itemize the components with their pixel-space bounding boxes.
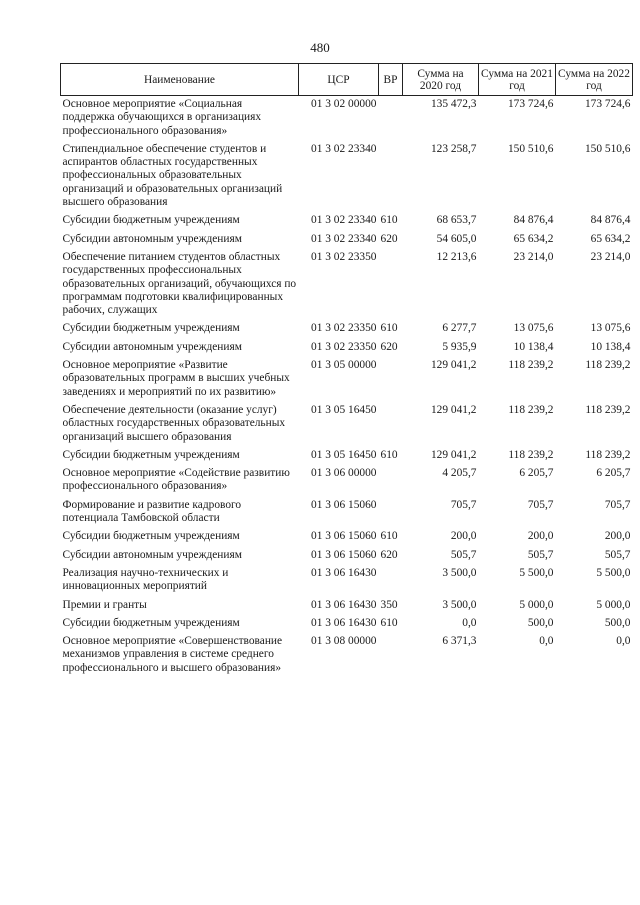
row-name: Субсидии бюджетным учреждениям [62, 322, 240, 335]
row-csr: 01 3 02 23350 [311, 340, 377, 353]
table-row [61, 465, 633, 497]
row-vr: 620 [380, 340, 398, 353]
row-sum-2022: 5 000,0 [596, 598, 631, 611]
row-sum-2020: 200,0 [450, 530, 477, 543]
table-row [61, 547, 633, 565]
row-name: Премии и гранты [62, 598, 147, 611]
table-row [61, 528, 633, 546]
row-sum-2021: 118 239,2 [508, 359, 554, 372]
row-sum-2022: 23 214,0 [590, 250, 631, 263]
row-sum-2022: 150 510,6 [584, 142, 631, 155]
row-sum-2020: 3 500,0 [442, 598, 477, 611]
row-sum-2022: 65 634,2 [590, 232, 631, 245]
row-sum-2020: 54 605,0 [436, 232, 477, 245]
row-sum-2022: 118 239,2 [585, 359, 631, 372]
row-vr [379, 497, 403, 529]
row-sum-2022: 13 075,6 [590, 322, 631, 335]
row-sum-2020: 5 935,9 [442, 340, 477, 353]
row-sum-2020: 3 500,0 [442, 566, 477, 579]
row-sum-2020: 123 258,7 [430, 142, 477, 155]
row-sum-2021: 0,0 [539, 635, 554, 648]
table-row [61, 339, 633, 357]
row-name: Основное мероприятие «Развитие образовательных программ в высших учебных заведениях и мероприятий по их развитию» [62, 359, 290, 398]
table-row [61, 402, 633, 447]
row-sum-2021: 84 876,4 [513, 214, 554, 227]
row-sum-2022: 118 239,2 [585, 403, 631, 416]
row-sum-2022: 173 724,6 [584, 98, 631, 110]
page-number: 480 [310, 40, 330, 55]
row-vr [379, 141, 403, 212]
row-vr: 610 [380, 530, 398, 543]
row-csr: 01 3 06 16430 [311, 566, 377, 579]
row-sum-2022: 0,0 [616, 635, 631, 648]
row-name: Субсидии автономным учреждениям [62, 340, 242, 353]
row-sum-2021: 13 075,6 [513, 322, 554, 335]
table-row [61, 597, 633, 615]
row-sum-2020: 129 041,2 [430, 403, 477, 416]
row-csr: 01 3 02 23340 [311, 232, 377, 245]
header-sum-2020: Сумма на 2020 год [403, 64, 479, 96]
row-sum-2020: 135 472,3 [430, 98, 477, 110]
row-sum-2021: 705,7 [527, 498, 554, 511]
row-sum-2020: 129 041,2 [430, 448, 477, 461]
row-vr: 610 [380, 616, 398, 629]
row-vr [379, 465, 403, 497]
row-sum-2021: 65 634,2 [513, 232, 554, 245]
row-sum-2022: 5 500,0 [596, 566, 631, 579]
row-vr: 350 [380, 598, 398, 611]
row-name: Субсидии бюджетным учреждениям [62, 616, 240, 629]
row-name: Основное мероприятие «Социальная поддержка обучающихся в организациях профессионального образования» [62, 98, 262, 137]
row-name: Субсидии автономным учреждениям [62, 548, 242, 561]
row-sum-2021: 500,0 [527, 616, 554, 629]
row-csr: 01 3 06 15060 [311, 548, 377, 561]
table-body [61, 96, 633, 678]
row-sum-2020: 6 371,3 [442, 635, 477, 648]
table-row [61, 320, 633, 338]
row-csr: 01 3 06 16430 [311, 598, 377, 611]
table-row [61, 497, 633, 529]
row-sum-2020: 705,7 [450, 498, 477, 511]
row-csr: 01 3 06 16430 [311, 616, 377, 629]
row-sum-2020: 4 205,7 [442, 467, 477, 480]
row-sum-2020: 0,0 [462, 616, 477, 629]
row-sum-2021: 505,7 [527, 548, 554, 561]
row-name: Субсидии бюджетным учреждениям [62, 530, 240, 543]
row-sum-2021: 5 000,0 [519, 598, 554, 611]
row-sum-2020: 6 277,7 [442, 322, 477, 335]
row-vr [379, 633, 403, 678]
row-csr: 01 3 02 23350 [311, 250, 377, 263]
row-name: Формирование и развитие кадрового потенциала Тамбовской области [62, 498, 242, 525]
row-sum-2022: 10 138,4 [590, 340, 631, 353]
row-vr [379, 96, 403, 141]
row-sum-2021: 173 724,6 [507, 98, 554, 110]
row-csr: 01 3 02 23340 [311, 142, 377, 155]
table-row [61, 231, 633, 249]
row-csr: 01 3 06 00000 [311, 467, 377, 480]
row-vr: 610 [380, 322, 398, 335]
row-csr: 01 3 02 23350 [311, 322, 377, 335]
row-csr: 01 3 05 00000 [311, 359, 377, 372]
row-sum-2021: 118 239,2 [508, 403, 554, 416]
row-sum-2021: 23 214,0 [513, 250, 554, 263]
row-sum-2020: 68 653,7 [436, 214, 477, 227]
row-vr [379, 565, 403, 597]
table-row [61, 565, 633, 597]
row-name: Субсидии бюджетным учреждениям [62, 448, 240, 461]
row-sum-2021: 5 500,0 [519, 566, 554, 579]
table-row [61, 141, 633, 212]
row-sum-2022: 705,7 [604, 498, 631, 511]
row-csr: 01 3 08 00000 [311, 635, 377, 648]
row-name: Субсидии автономным учреждениям [62, 232, 242, 245]
row-csr: 01 3 02 23340 [311, 214, 377, 227]
row-sum-2021: 6 205,7 [519, 467, 554, 480]
row-sum-2021: 200,0 [527, 530, 554, 543]
row-csr: 01 3 06 15060 [311, 498, 377, 511]
header-vr: ВР [379, 64, 403, 96]
header-name: Наименование [61, 64, 299, 96]
row-vr: 610 [380, 214, 398, 227]
row-sum-2020: 129 041,2 [430, 359, 477, 372]
row-sum-2022: 84 876,4 [590, 214, 631, 227]
header-csr: ЦСР [299, 64, 379, 96]
table-row [61, 96, 633, 141]
row-sum-2022: 505,7 [604, 548, 631, 561]
table-row [61, 212, 633, 230]
table-row [61, 447, 633, 465]
row-csr: 01 3 05 16450 [311, 448, 377, 461]
row-vr [379, 249, 403, 320]
row-sum-2022: 200,0 [604, 530, 631, 543]
row-vr [379, 357, 403, 402]
table-row [61, 633, 633, 678]
header-sum-2022: Сумма на 2022 год [556, 64, 633, 96]
row-sum-2020: 12 213,6 [436, 250, 477, 263]
row-name: Реализация научно-технических и инновационных мероприятий [62, 566, 229, 593]
row-name: Обеспечение деятельности (оказание услуг) областных государственных образовательных организаций высшего образования [62, 403, 286, 443]
row-sum-2021: 150 510,6 [507, 142, 554, 155]
table-row [61, 249, 633, 320]
row-sum-2020: 505,7 [450, 548, 477, 561]
row-name: Основное мероприятие «Содействие развитию профессионального образования» [62, 467, 290, 493]
row-sum-2022: 6 205,7 [596, 467, 631, 480]
row-sum-2021: 10 138,4 [513, 340, 554, 353]
header-sum-2021: Сумма на 2021 год [479, 64, 556, 96]
row-name: Основное мероприятие «Совершенствование механизмов управления в системе среднего профессионального и высшего образования» [62, 635, 283, 674]
table-header [61, 64, 633, 96]
row-vr: 620 [380, 548, 398, 561]
row-csr: 01 3 05 16450 [311, 403, 377, 416]
row-csr: 01 3 02 00000 [311, 98, 377, 110]
row-vr: 620 [380, 232, 398, 245]
row-vr: 610 [380, 448, 398, 461]
table-row [61, 615, 633, 633]
budget-table [60, 63, 633, 678]
row-sum-2022: 500,0 [604, 616, 631, 629]
row-name: Субсидии бюджетным учреждениям [62, 214, 240, 227]
table-row [61, 357, 633, 402]
row-sum-2022: 118 239,2 [585, 448, 631, 461]
row-name: Стипендиальное обеспечение студентов и аспирантов областных государственных профессиональных образовательных организаций и образовательных организаций высшего образования [62, 142, 283, 209]
row-name: Обеспечение питанием студентов областных государственных профессиональных образовательных организаций, обучающихся по программам подготовки квалифицированных рабочих, служащих [62, 250, 297, 317]
row-vr [379, 402, 403, 447]
row-sum-2021: 118 239,2 [508, 448, 554, 461]
row-csr: 01 3 06 15060 [311, 530, 377, 543]
